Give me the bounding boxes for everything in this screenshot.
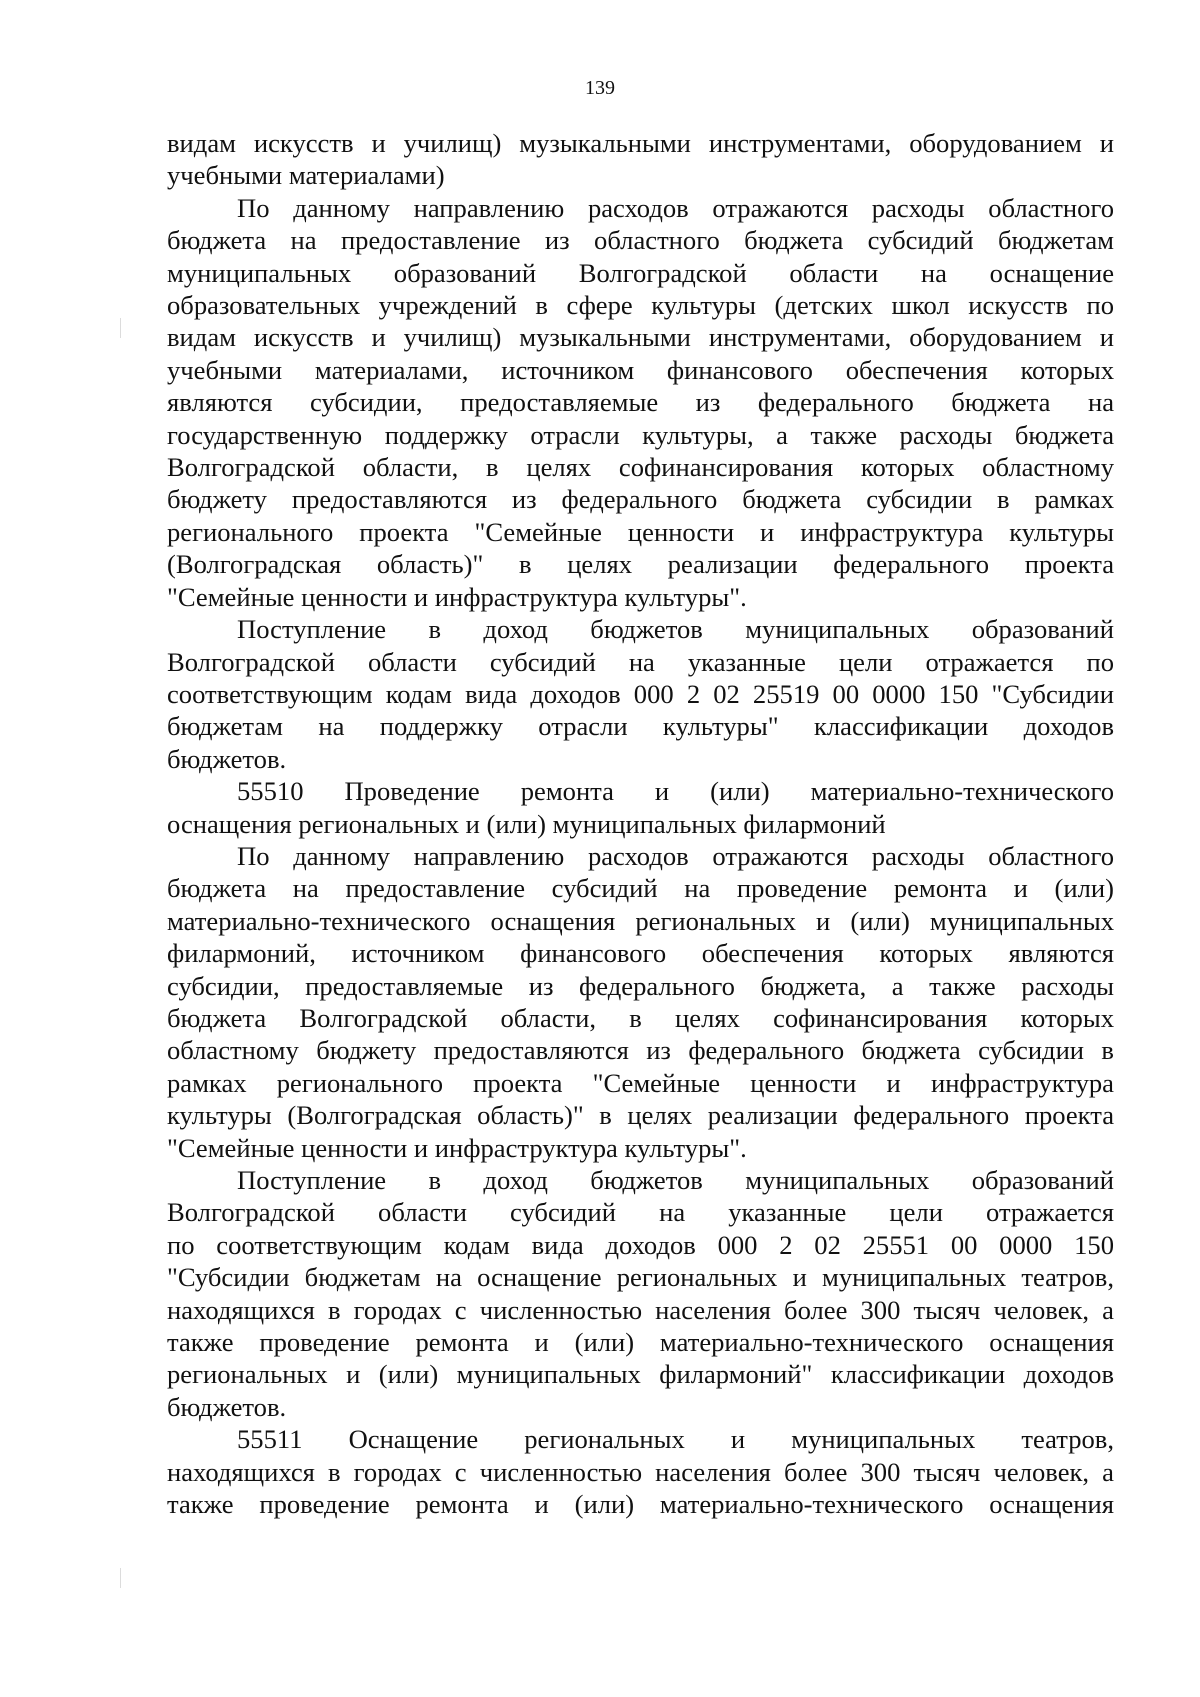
text-line: регионального проекта "Семейные ценности и инфраструктура культуры bbox=[167, 516, 1114, 547]
scan-margin-mark bbox=[120, 1568, 121, 1588]
section-heading-55510 bbox=[167, 775, 1114, 840]
text-line: соответствующим кодам вида доходов 000 2 02 25519 00 0000 150 "Субсидии bbox=[167, 678, 1114, 709]
text-line: рамках регионального проекта "Семейные ценности и инфраструктура bbox=[167, 1067, 1114, 1098]
text-line: по соответствующим кодам вида доходов 000 2 02 25551 00 0000 150 bbox=[167, 1229, 1114, 1260]
text-line: Волгоградской области субсидий на указанные цели отражается bbox=[167, 1197, 1114, 1228]
paragraph-expenses-description bbox=[167, 192, 1114, 613]
text-line: являются субсидии, предоставляемые из федерального бюджета на bbox=[167, 387, 1114, 418]
paragraph-income-receipt bbox=[167, 1164, 1114, 1423]
text-line: бюджетов. bbox=[167, 1391, 287, 1422]
text-line: (Волгоградская область)" в целях реализации федерального проекта bbox=[167, 549, 1114, 580]
text-line: оснащения региональных и (или) муниципальных филармоний bbox=[167, 808, 886, 839]
text-line: региональных и (или) муниципальных филармоний" классификации доходов bbox=[167, 1359, 1114, 1390]
text-line: видам искусств и училищ) музыкальными инструментами, оборудованием и bbox=[167, 128, 1114, 158]
text-line: бюджета на предоставление субсидий на проведение ремонта и (или) bbox=[167, 873, 1114, 904]
text-line: бюджета Волгоградской области, в целях софинансирования которых bbox=[167, 1002, 1114, 1033]
text-line: По данному направлению расходов отражаются расходы областного bbox=[237, 840, 1114, 871]
text-line: учебными материалами) bbox=[167, 160, 445, 191]
text-line: бюджетов. bbox=[167, 743, 287, 774]
text-line: материально-технического оснащения региональных и (или) муниципальных bbox=[167, 905, 1114, 936]
text-line: 55511 Оснащение региональных и муниципальных театров, bbox=[237, 1424, 1114, 1455]
text-line: также проведение ремонта и (или) материально-технического оснащения bbox=[167, 1489, 1114, 1520]
text-line: "Субсидии бюджетам на оснащение региональных и муниципальных театров, bbox=[167, 1262, 1114, 1293]
paragraph-income-receipt bbox=[167, 613, 1114, 775]
text-line: Волгоградской области, в целях софинансирования которых областному bbox=[167, 452, 1114, 483]
text-line: муниципальных образований Волгоградской области на оснащение bbox=[167, 257, 1114, 288]
text-line: субсидии, предоставляемые из федерального бюджета, а также расходы bbox=[167, 970, 1114, 1001]
text-line: Поступление в доход бюджетов муниципальных образований bbox=[237, 1165, 1114, 1195]
text-line: По данному направлению расходов отражаются расходы областного bbox=[237, 192, 1114, 223]
text-line: филармоний, источником финансового обеспечения которых являются bbox=[167, 938, 1114, 969]
text-line: областному бюджету предоставляются из федерального бюджета субсидии в bbox=[167, 1035, 1114, 1066]
document-body bbox=[167, 127, 1114, 1520]
text-line: Поступление в доход бюджетов муниципальных образований bbox=[237, 614, 1114, 645]
text-line: бюджетам на поддержку отрасли культуры" классификации доходов bbox=[167, 711, 1114, 742]
text-line: 55510 Проведение ремонта и (или) материально-технического bbox=[237, 776, 1114, 807]
text-line: государственную поддержку отрасли культуры, а также расходы бюджета bbox=[167, 419, 1114, 450]
scan-margin-mark bbox=[120, 318, 121, 338]
text-line: культуры (Волгоградская область)" в целях реализации федерального проекта bbox=[167, 1100, 1114, 1131]
text-line: видам искусств и училищ) музыкальными инструментами, оборудованием и bbox=[167, 322, 1114, 353]
section-heading-55511 bbox=[167, 1423, 1114, 1520]
text-line: находящихся в городах с численностью населения более 300 тысяч человек, а bbox=[167, 1456, 1114, 1487]
text-line: бюджету предоставляются из федерального бюджета субсидии в рамках bbox=[167, 484, 1114, 515]
text-line: находящихся в городах с численностью населения более 300 тысяч человек, а bbox=[167, 1294, 1114, 1325]
text-line: также проведение ремонта и (или) материально-технического оснащения bbox=[167, 1327, 1114, 1358]
text-line: бюджета на предоставление из областного бюджета субсидий бюджетам bbox=[167, 225, 1114, 256]
text-line: учебными материалами, источником финансового обеспечения которых bbox=[167, 354, 1114, 385]
text-line: "Семейные ценности и инфраструктура культуры". bbox=[167, 1132, 747, 1163]
paragraph-expenses-description bbox=[167, 840, 1114, 1164]
text-line: Волгоградской области субсидий на указанные цели отражается по bbox=[167, 646, 1114, 677]
text-line: образовательных учреждений в сфере культуры (детских школ искусств по bbox=[167, 290, 1114, 321]
paragraph-continuation bbox=[167, 127, 1114, 192]
page-number: 139 bbox=[585, 77, 615, 99]
text-line: "Семейные ценности и инфраструктура культуры". bbox=[167, 581, 747, 612]
